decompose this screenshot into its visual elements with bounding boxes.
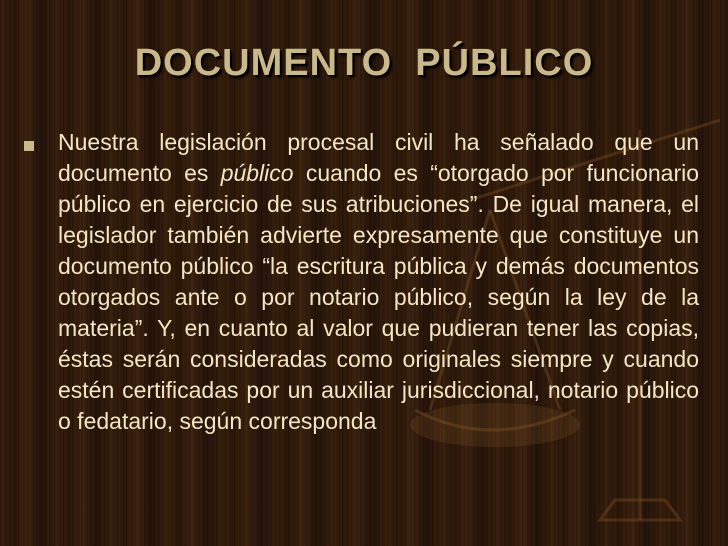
bullet-text-end: cuando es “otorgado por funcionario público en ejercicio de sus atribuciones”. De igual manera, el legislador también advierte expresamente que constituye un documento público “la escritura pública y demás documentos otorgados ante o por notario público, según la ley de la materia”. Y, en cuanto al valor que pudieran tener las copias, éstas serán consideradas como originales siempre y cuando estén certificadas por un auxiliar jurisdiccional, notario público o fedatario, según corresponda: [58, 160, 700, 434]
bullet-square-icon: [24, 141, 34, 151]
bullet-text-start: Nuestra legislación procesal civil ha señalado que un documento es: [58, 129, 699, 186]
bullet-emphasis: público: [220, 160, 294, 186]
bullet-paragraph: [58, 127, 699, 437]
slide-title: DOCUMENTO PÚBLICO: [134, 42, 594, 84]
